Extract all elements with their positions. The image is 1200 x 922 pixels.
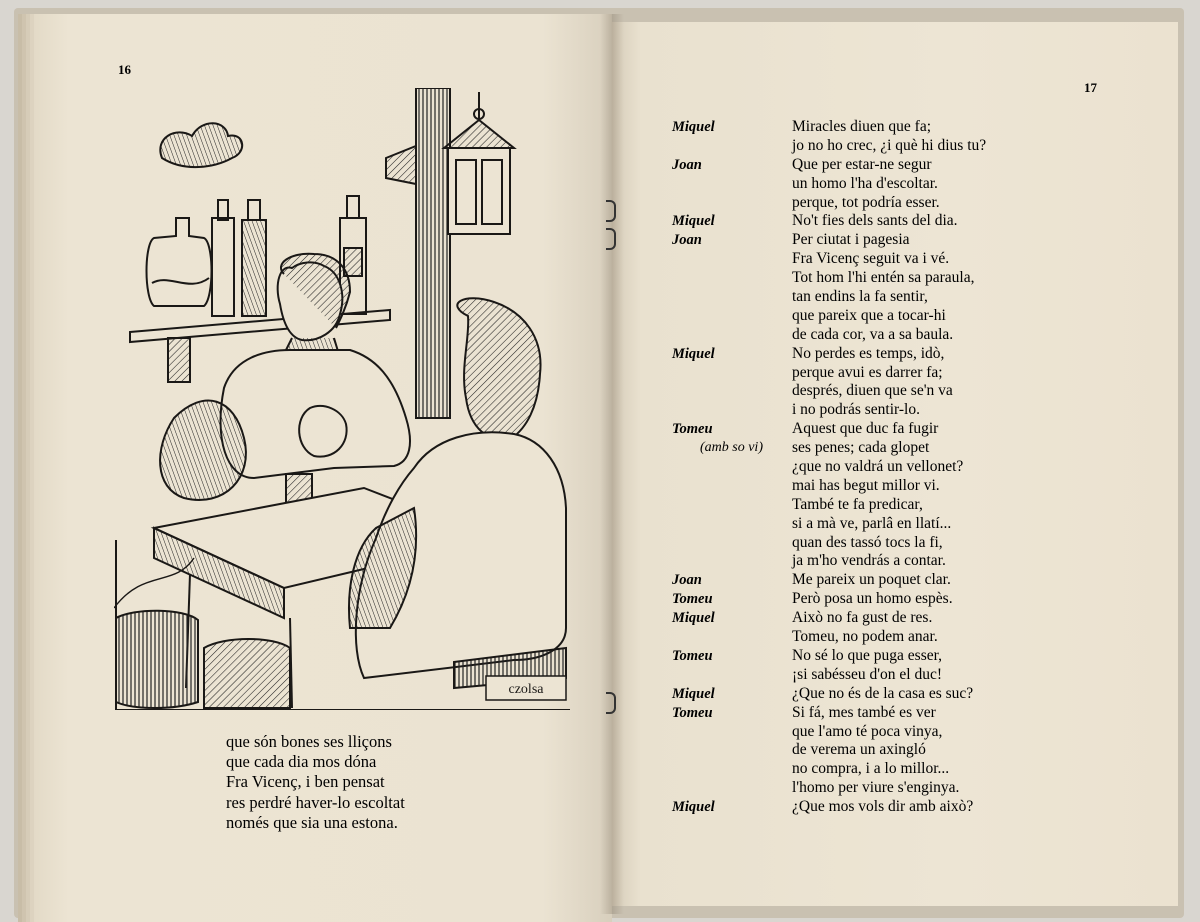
dialogue-line — [672, 269, 1072, 288]
dialogue-line — [672, 590, 1072, 609]
dialogue-line — [672, 401, 1072, 420]
dialogue-line — [672, 156, 1072, 175]
dialogue-text: ses penes; cada glopet — [792, 439, 930, 457]
dialogue-line — [672, 420, 1072, 439]
verse-line: només que sia una estona. — [226, 812, 398, 832]
dialogue-line — [672, 439, 1072, 458]
dialogue-text: quan des tassó tocs la fi, — [792, 533, 943, 551]
speaker-name: Tomeu — [672, 421, 713, 438]
dialogue-line — [672, 382, 1072, 401]
dialogue-line — [672, 326, 1072, 345]
dialogue-line — [672, 704, 1072, 723]
dialogue-line — [672, 741, 1072, 760]
dialogue-text: Això no fa gust de res. — [792, 609, 933, 627]
speaker-name: Miquel — [672, 345, 715, 362]
dialogue-line — [672, 666, 1072, 685]
dialogue-text: ¿que no valdrá un vellonet? — [792, 458, 964, 476]
verse-line: que són bones ses lliçons — [226, 732, 392, 751]
speaker-name: Joan — [672, 156, 702, 173]
dialogue-text: ¿Que no és de la casa es suc? — [792, 684, 974, 702]
dialogue-text: jo no ho crec, ¿i què hi dius tu? — [792, 136, 987, 154]
dialogue-line — [672, 515, 1072, 534]
dialogue-line — [672, 250, 1072, 269]
binding-staple — [606, 228, 616, 250]
dialogue-line — [672, 231, 1072, 250]
dialogue-text: de verema un axingló — [792, 741, 926, 759]
speaker-name: Joan — [672, 572, 702, 589]
dialogue-line — [672, 628, 1072, 647]
speaker-name: Miquel — [672, 610, 715, 627]
dialogue-text: ¿Que mos vols dir amb això? — [792, 798, 974, 816]
dialogue-text: i no podrás sentir-lo. — [792, 401, 920, 419]
dialogue-line — [672, 798, 1072, 817]
dialogue-text: Si fá, mes també es ver — [792, 703, 936, 721]
dialogue-text: Tomeu, no podem anar. — [792, 628, 938, 646]
dialogue-text: tan endins la fa sentir, — [792, 288, 928, 306]
speaker-name: Miquel — [672, 119, 715, 135]
verse-line: que cada dia mos dóna — [226, 752, 377, 772]
speaker-name: Miquel — [672, 213, 715, 230]
dialogue-line — [672, 307, 1072, 326]
dialogue-line — [672, 477, 1072, 496]
tavern-illustration — [114, 88, 570, 710]
dialogue-text: ja m'ho vendrás a contar. — [792, 552, 946, 570]
speaker-name: Tomeu — [672, 591, 713, 608]
stage-direction: (amb so vi) — [700, 440, 763, 456]
dialogue-text: no compra, i a lo millor... — [792, 760, 950, 778]
dialogue-line — [672, 288, 1072, 307]
dialogue-text: Que per estar-ne segur — [792, 155, 932, 173]
dialogue-line — [672, 779, 1072, 798]
dialogue-line — [672, 609, 1072, 628]
dialogue-text: perque, tot podría esser. — [792, 193, 940, 211]
dialogue-text: si a mà ve, parlâ en llatí... — [792, 514, 952, 532]
dialogue-text: que pareix que a tocar-hi — [792, 306, 946, 324]
dialogue-text: Fra Vicenç seguit va i vé. — [792, 250, 950, 268]
dialogue-text: Per ciutat i pagesia — [792, 231, 910, 249]
dialogue-text: Me pareix un poquet clar. — [792, 571, 951, 589]
dialogue-line — [672, 647, 1072, 666]
dialogue-text: Aquest que duc fa fugir — [792, 420, 939, 438]
verse-line: res perdré haver-lo escoltat — [226, 792, 405, 812]
left-page-verse — [226, 732, 526, 833]
dialogue-text: No sé lo que puga esser, — [792, 646, 943, 664]
dialogue-line — [672, 345, 1072, 364]
book-gutter — [600, 14, 624, 914]
dialogue-text: mai has begut millor vi. — [792, 476, 940, 494]
dialogue-text: que l'amo té poca vinya, — [792, 722, 943, 740]
dialogue-text: després, diuen que se'n va — [792, 382, 953, 400]
dialogue-text: l'homo per viure s'enginya. — [792, 779, 960, 797]
speaker-name: Tomeu — [672, 704, 713, 721]
dialogue-text: ¡si sabésseu d'on el duc! — [792, 665, 943, 683]
dialogue-text: perque avui es darrer fa; — [792, 363, 943, 381]
dialogue-line — [672, 175, 1072, 194]
dialogue-line — [672, 552, 1072, 571]
dialogue-line — [672, 760, 1072, 779]
dialogue-line — [672, 137, 1072, 156]
dialogue-text: No't fies dels sants del dia. — [792, 212, 958, 230]
dialogue-text: Miracles diuen que fa; — [792, 118, 932, 135]
speaker-name: Joan — [672, 232, 702, 249]
dialogue-line — [672, 458, 1072, 477]
speaker-name: Miquel — [672, 799, 715, 816]
left-page-number: 16 — [118, 62, 131, 77]
dialogue-line — [672, 118, 1072, 137]
dialogue-text: de cada cor, va a sa baula. — [792, 325, 954, 343]
dialogue-line — [672, 496, 1072, 515]
dialogue-text: Però posa un homo espès. — [792, 590, 953, 608]
dialogue-line — [672, 685, 1072, 704]
dialogue-line — [672, 212, 1072, 231]
dialogue-line — [672, 534, 1072, 553]
dialogue-line — [672, 571, 1072, 590]
dialogue-line — [672, 194, 1072, 213]
speaker-name: Tomeu — [672, 647, 713, 664]
right-page-number: 17 — [1084, 80, 1097, 95]
dialogue-text: un homo l'ha d'escoltar. — [792, 174, 938, 192]
dialogue-text: Tot hom l'hi entén sa paraula, — [792, 269, 975, 287]
dialogue-line — [672, 364, 1072, 383]
binding-staple — [606, 692, 616, 714]
dialogue-block — [672, 118, 1072, 817]
dialogue-text: No perdes es temps, idò, — [792, 344, 945, 362]
speaker-name: Miquel — [672, 685, 715, 702]
dialogue-text: També te fa predicar, — [792, 495, 923, 513]
dialogue-line — [672, 723, 1072, 742]
illustration-signature: czolsa — [508, 682, 544, 697]
binding-staple — [606, 200, 616, 222]
verse-line: Fra Vicenç, i ben pensat — [226, 772, 385, 792]
